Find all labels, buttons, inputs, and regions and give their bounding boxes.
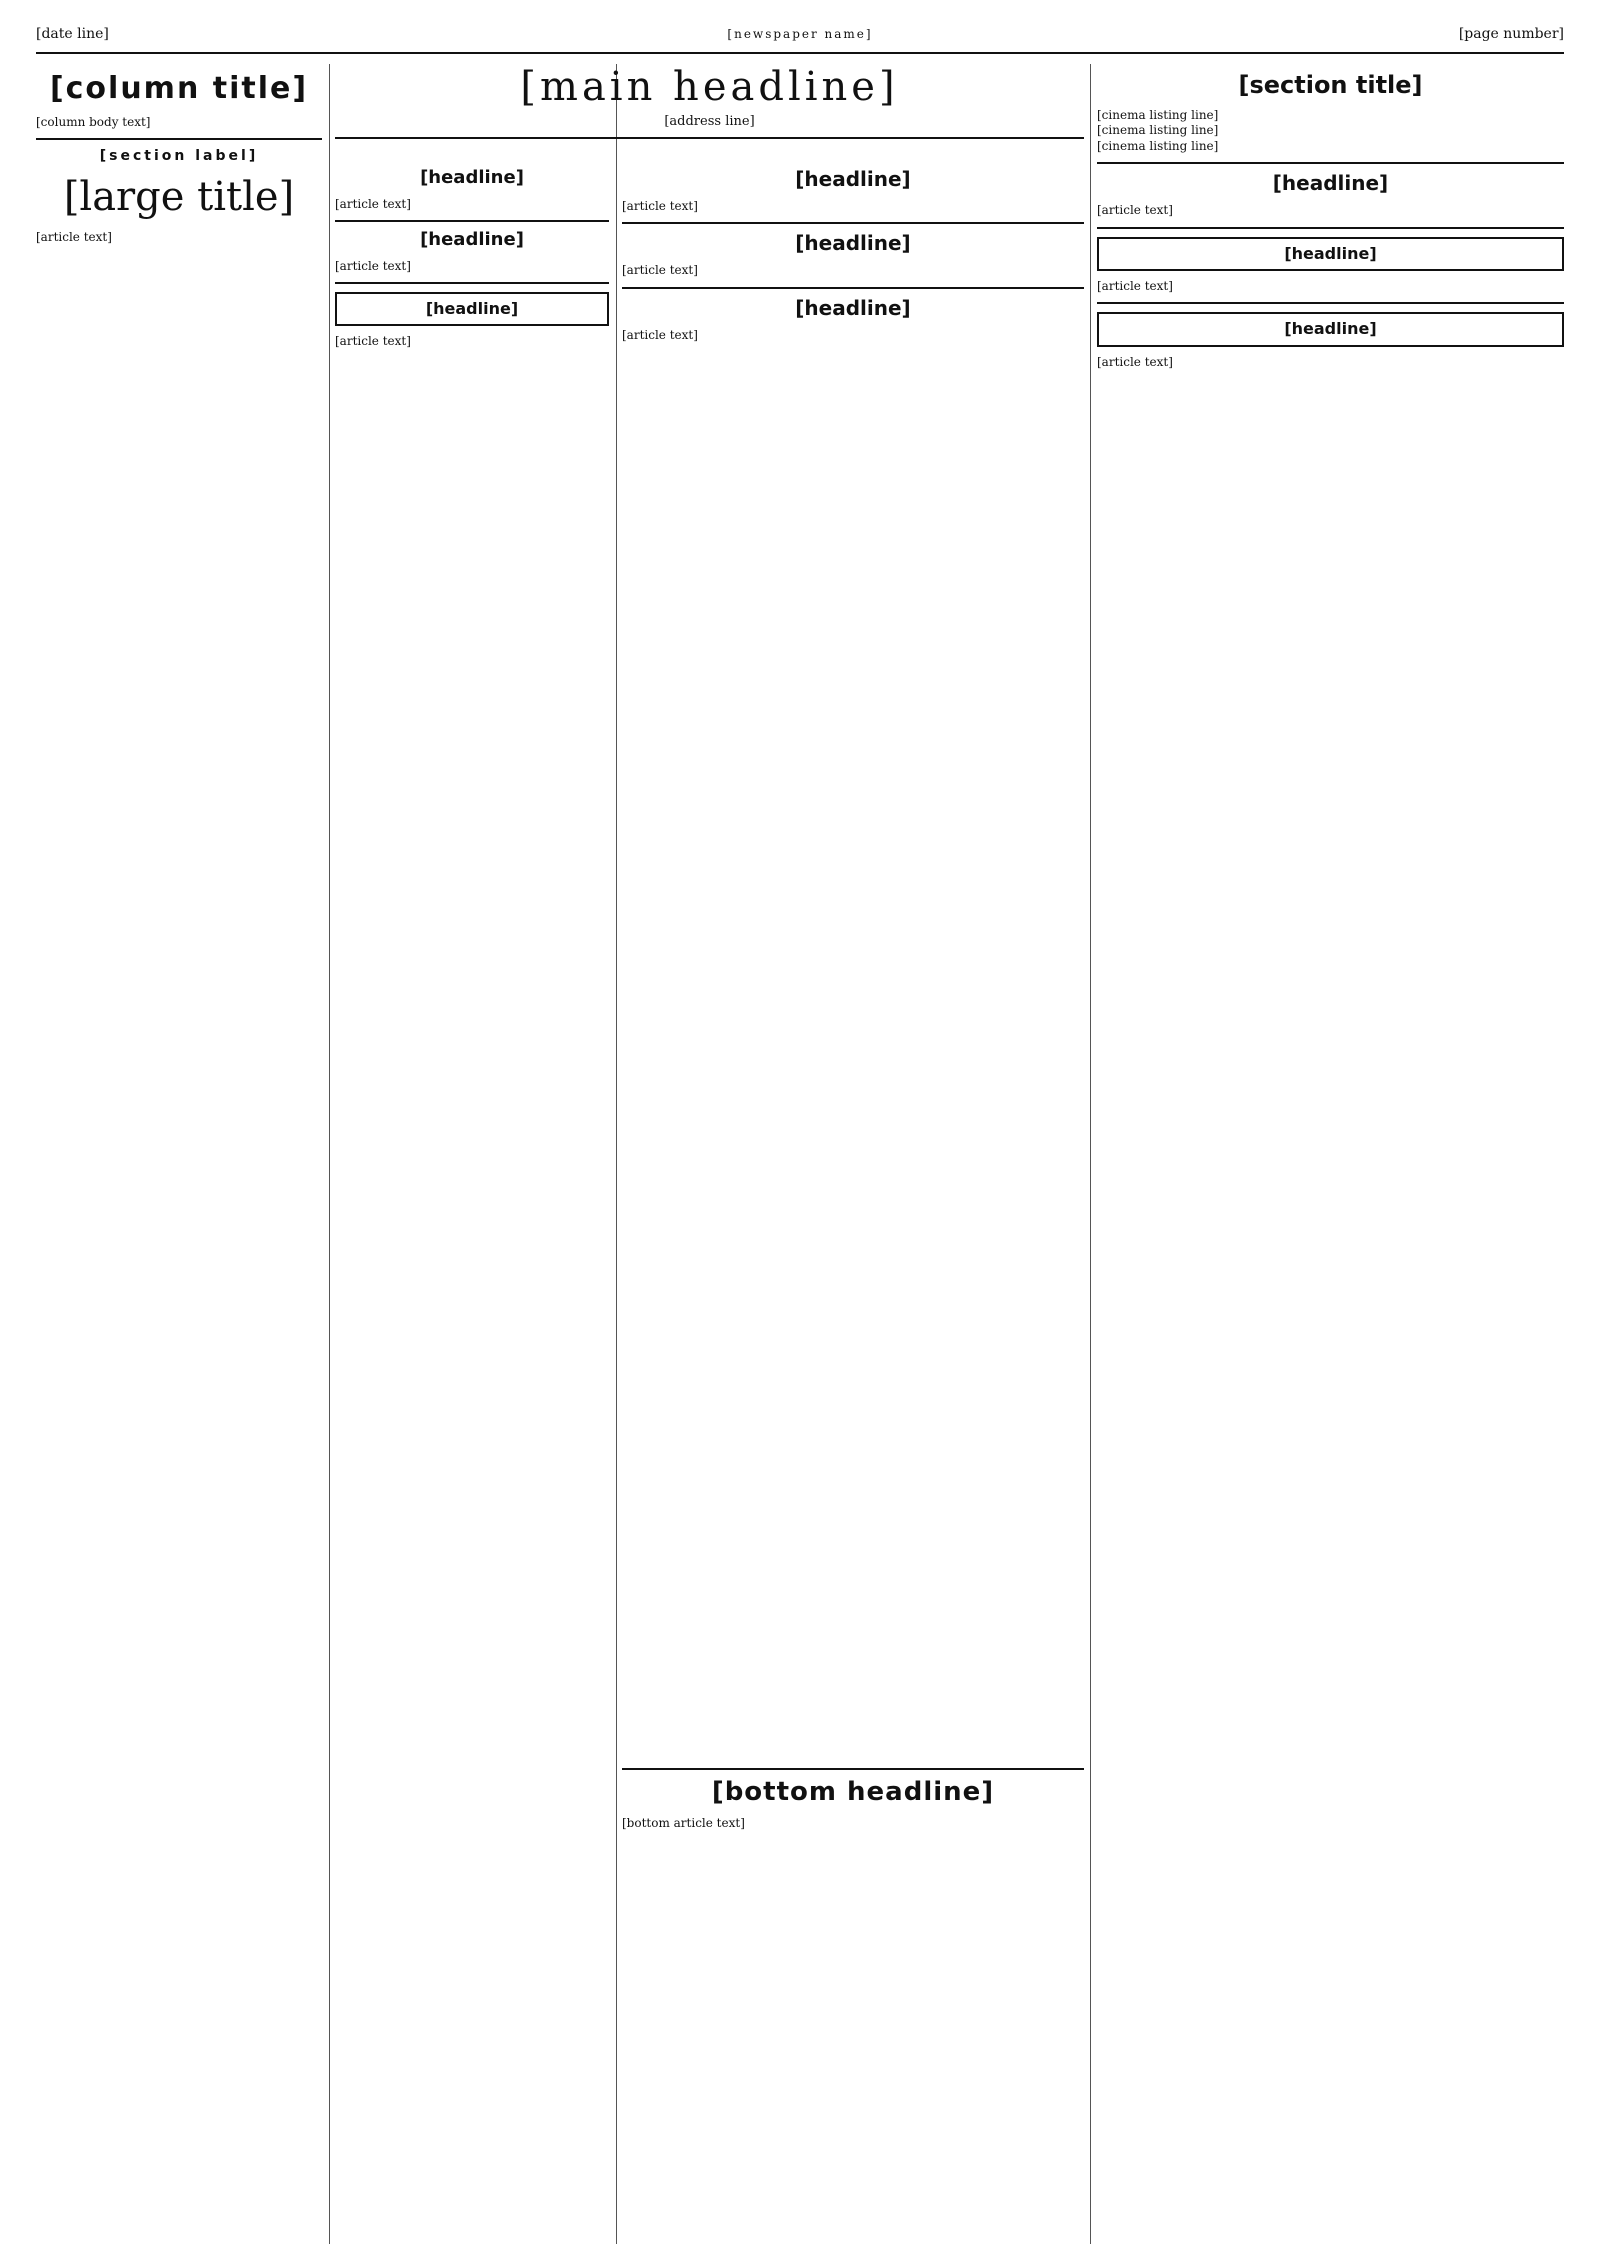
divider [622,1768,1084,1770]
article-text: [article text] [36,229,112,244]
cinema-item: [cinema listing line] [1097,138,1219,153]
issue-date: [date line] [36,26,109,42]
article-text: [article text] [1097,354,1173,369]
column-divider-2 [616,64,617,2244]
boxed-headline: [headline] [1097,237,1564,271]
divider [1097,227,1564,229]
newspaper-name: [newspaper name] [727,27,873,41]
cinema-listings [1097,108,1564,155]
divider [622,222,1084,224]
column-divider-3 [1090,64,1091,2244]
bottom-article-text: [bottom article text] [622,1815,745,1830]
article-text: [article text] [1097,279,1173,294]
headline: [headline] [795,167,911,191]
boxed-headline: [headline] [1097,312,1564,346]
cinema-item: [cinema listing line] [1097,123,1219,138]
column-2 [335,160,609,2244]
article-text: [article text] [622,199,698,213]
article-text: [article text] [335,334,411,349]
column-right [1097,64,1564,2244]
divider [622,287,1084,289]
bottom-feature [622,1760,1084,1839]
section-title: [section title] [1238,71,1423,99]
divider [335,137,1084,139]
top-rule [36,52,1564,54]
headline: [headline] [420,229,524,251]
article-text: [article text] [335,258,411,273]
headline: [headline] [795,231,911,256]
column-title: [column title] [49,71,309,106]
divider [1097,162,1564,164]
divider [335,220,609,222]
divider [335,282,609,284]
article-text: [article text] [622,263,698,278]
address-line: [address line] [664,114,755,129]
main-headline: [main headline] [520,64,899,110]
column-divider-1 [329,64,330,2244]
article-text: [article text] [1097,203,1173,218]
top-bar [36,18,1564,50]
headline: [headline] [1272,171,1389,196]
divider [1097,302,1564,304]
divider [36,138,322,140]
page-number: [page number] [1458,26,1564,42]
headline: [headline] [420,167,524,188]
headline: [headline] [795,295,911,320]
column-left [36,64,322,2244]
column-3 [622,160,1084,2244]
boxed-headline: [headline] [335,292,609,326]
large-title: [large title] [63,173,295,220]
column-body: [column body text] [36,114,151,129]
masthead [335,64,1084,147]
article-text: [article text] [622,327,698,342]
bottom-headline: [bottom headline] [711,1777,995,1807]
section-label: [section label] [99,147,259,164]
article-text: [article text] [335,196,411,211]
cinema-item: [cinema listing line] [1097,107,1219,122]
